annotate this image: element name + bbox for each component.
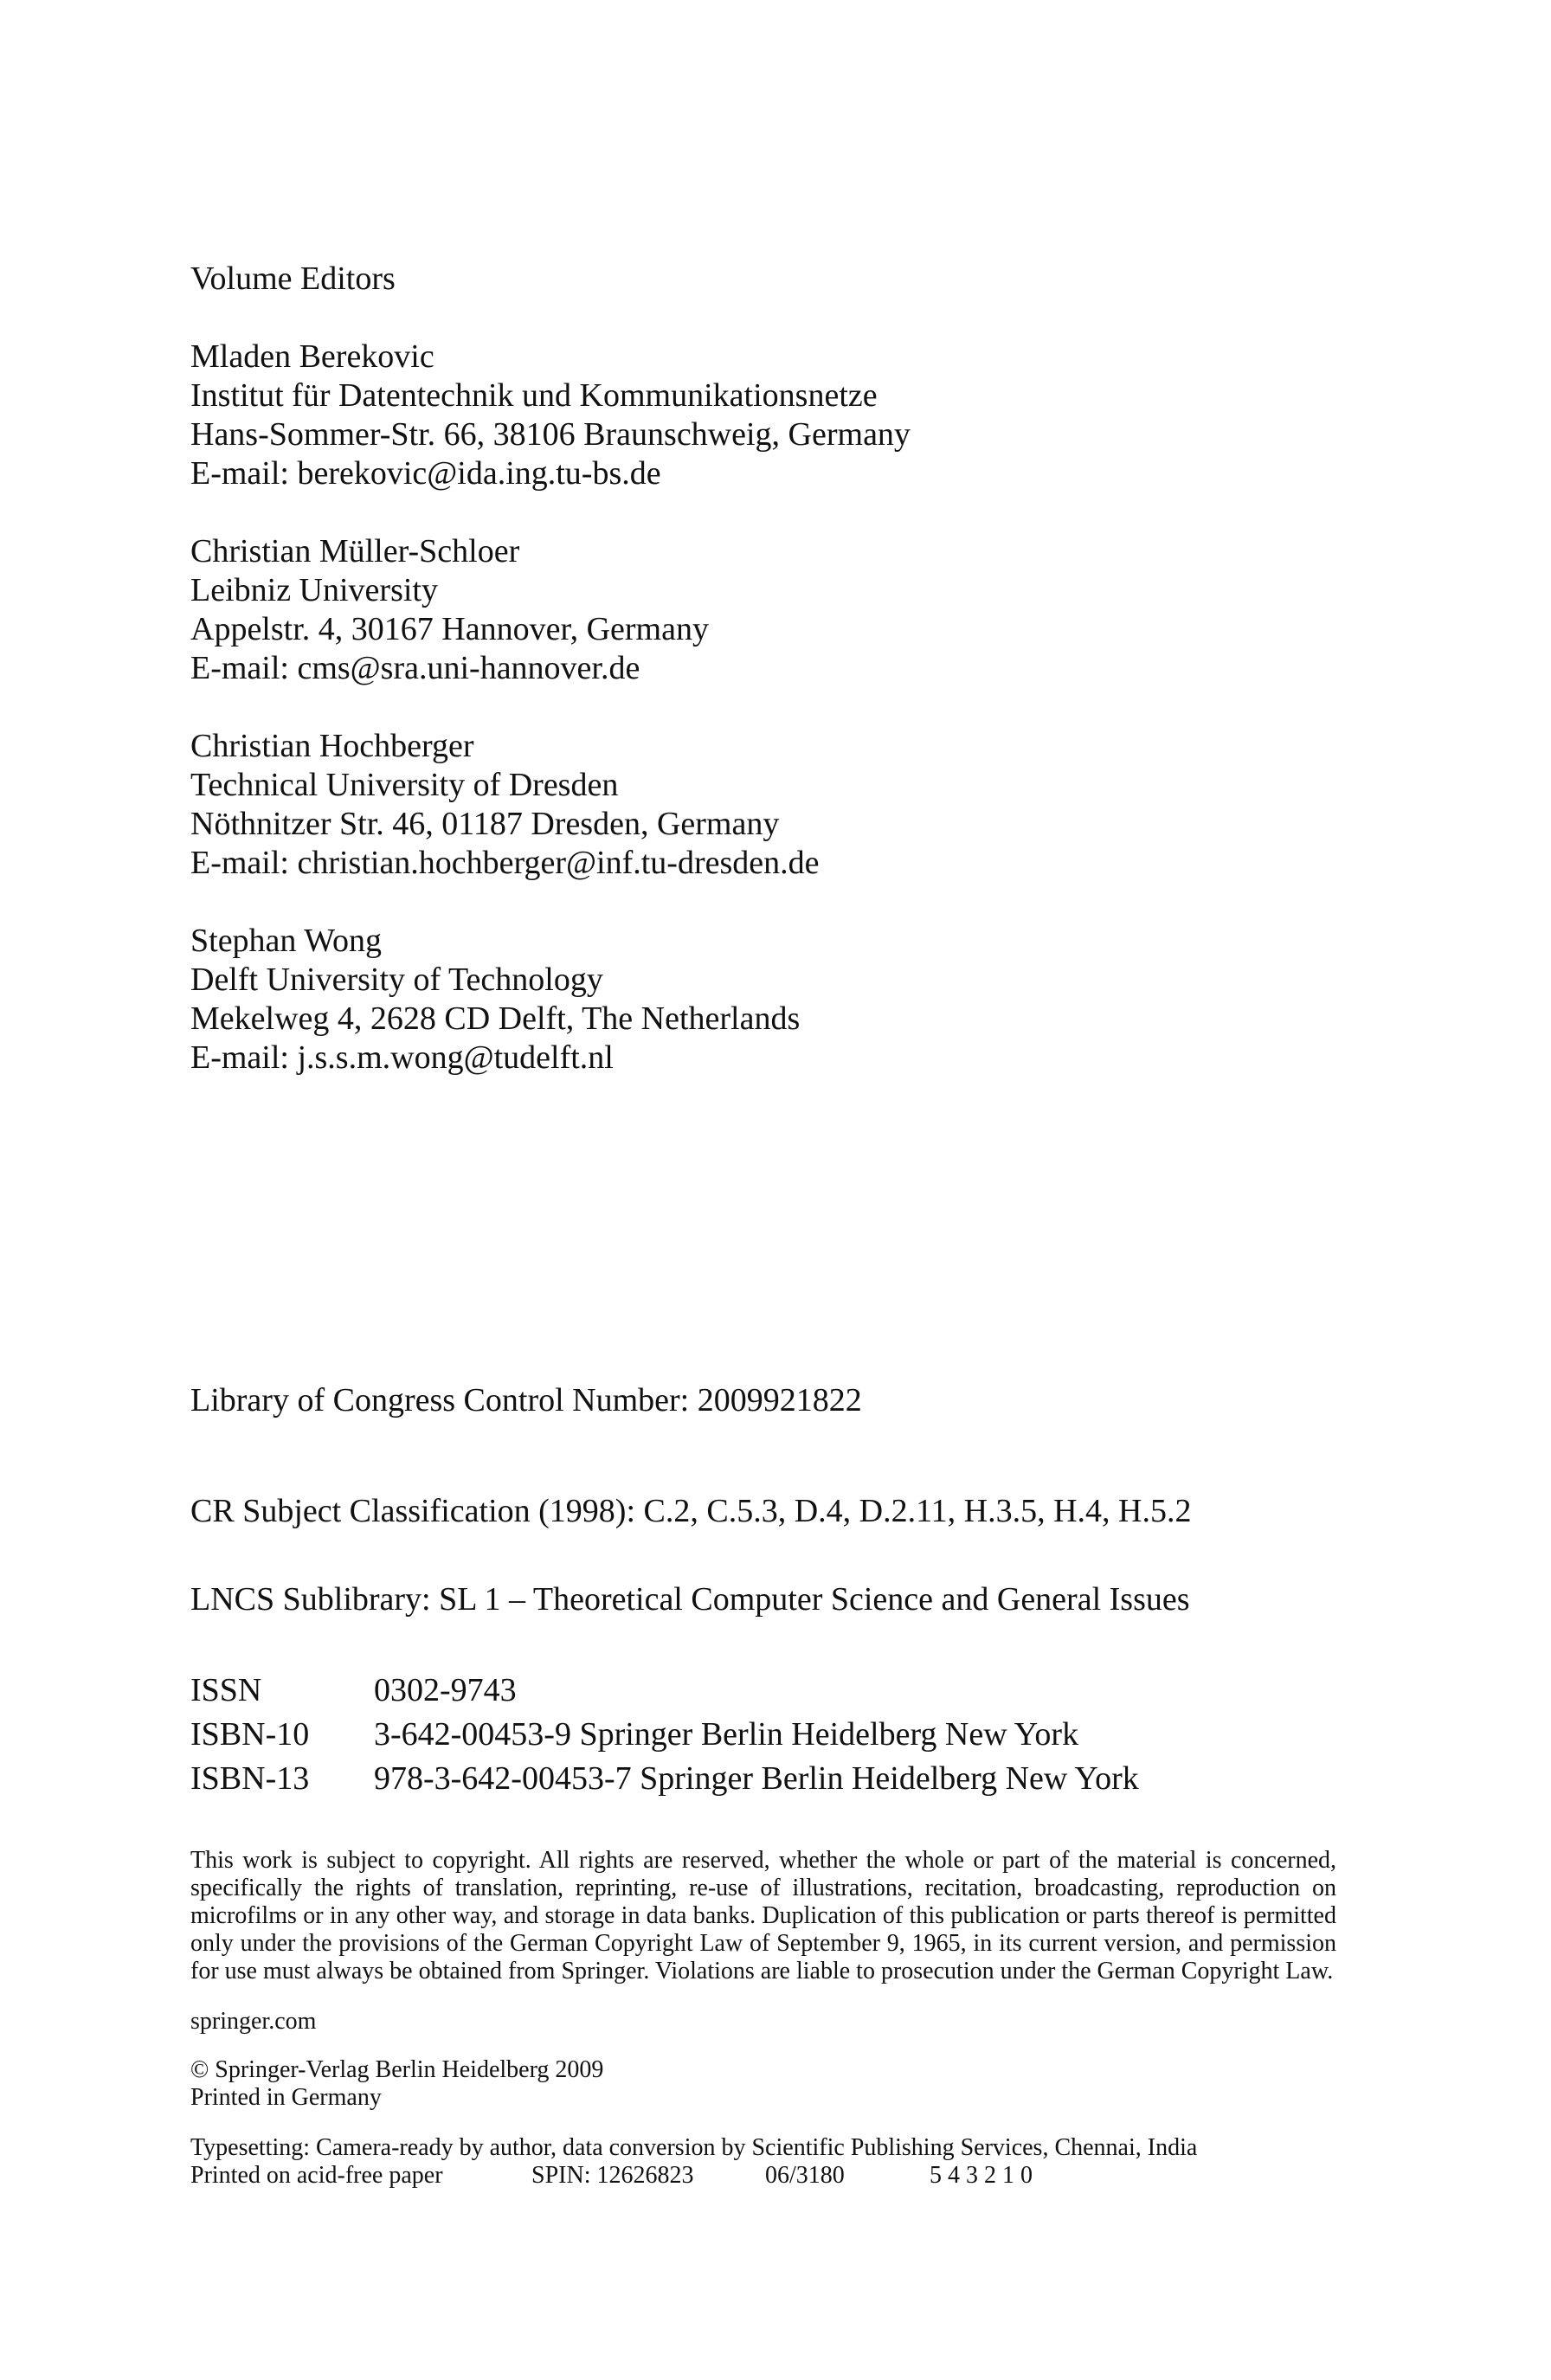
typesetting-line: Typesetting: Camera-ready by author, data conversion by Scientific Publishing Services, Chennai, India	[190, 2134, 1198, 2161]
editor-affiliation: Leibniz University	[190, 572, 438, 608]
copyright-notice-block	[190, 1847, 1336, 1985]
editor-address: Appelstr. 4, 30167 Hannover, Germany	[190, 611, 709, 647]
copyright-notice: This work is subject to copyright. All rights are reserved, whether the whole or part of the material is concerned, specifically the rights of translation, reprinting, re-use of illustrations, recitation, broadcasting, reproduction on microfilms or in any other way, and storage in data banks. Duplication of this publication or parts thereof is permitted only under the provisions of the German Copyright Law of September 9, 1965, in its current version, and permission for use must always be obtained from Springer. Violations are liable to prosecution under the German Copyright Law.	[190, 1847, 1336, 1984]
editor-affiliation: Delft University of Technology	[190, 962, 603, 998]
production-info	[190, 2134, 1197, 2190]
volume-editors-heading: Volume Editors	[190, 261, 396, 297]
identifier-table	[190, 1669, 1139, 1801]
editor-email: E-mail: cms@sra.uni-hannover.de	[190, 650, 640, 686]
editor-affiliation: Technical University of Dresden	[190, 767, 619, 803]
editor-block	[190, 727, 1350, 883]
editor-name: Mladen Berekovic	[190, 338, 434, 375]
editor-affiliation: Institut für Datentechnik und Kommunikationsnetze	[190, 377, 878, 414]
editor-name: Christian Hochberger	[190, 728, 474, 764]
editor-address: Nöthnitzer Str. 46, 01187 Dresden, Germany	[190, 806, 780, 842]
volume-editors-section	[190, 260, 1350, 1116]
printing-meta-row	[190, 2162, 1197, 2190]
printed-in-line: Printed in Germany	[190, 2084, 382, 2111]
cr-subject-classification: CR Subject Classification (1998): C.2, C.5.3, D.4, D.2.11, H.3.5, H.4, H.5.2	[190, 1493, 1192, 1529]
identifier-row	[190, 1669, 1139, 1713]
print-code: 06/3180	[765, 2162, 845, 2189]
identifier-label: ISSN	[190, 1672, 262, 1708]
editor-email: E-mail: christian.hochberger@inf.tu-dresden.de	[190, 845, 820, 881]
editor-name: Stephan Wong	[190, 923, 383, 959]
lncs-sublibrary: LNCS Sublibrary: SL 1 – Theoretical Computer Science and General Issues	[190, 1581, 1190, 1618]
editor-address: Mekelweg 4, 2628 CD Delft, The Netherlands	[190, 1000, 801, 1037]
identifier-label: ISBN-13	[190, 1760, 310, 1797]
identifier-label: ISBN-10	[190, 1716, 310, 1753]
print-run: 5 4 3 2 1 0	[930, 2162, 1033, 2189]
editor-email: E-mail: j.s.s.m.wong@tudelft.nl	[190, 1039, 614, 1076]
editor-block	[190, 922, 1350, 1077]
spin-number: SPIN: 12626823	[531, 2162, 694, 2189]
identifier-row	[190, 1757, 1139, 1801]
identifier-row	[190, 1713, 1139, 1757]
paper-info: Printed on acid-free paper	[190, 2162, 443, 2189]
editor-email: E-mail: berekovic@ida.ing.tu-bs.de	[190, 455, 661, 492]
editor-block	[190, 338, 1350, 493]
website-link: springer.com	[190, 2008, 317, 2035]
identifier-value: 978-3-642-00453-7 Springer Berlin Heidelberg New York	[374, 1760, 1139, 1797]
lccn-line: Library of Congress Control Number: 2009921822	[190, 1382, 862, 1418]
identifier-value: 3-642-00453-9 Springer Berlin Heidelberg New York	[374, 1716, 1079, 1753]
editor-name: Christian Müller-Schloer	[190, 533, 520, 569]
editor-address: Hans-Sommer-Str. 66, 38106 Braunschweig, Germany	[190, 416, 911, 453]
editor-block	[190, 532, 1350, 688]
copyright-line: © Springer-Verlag Berlin Heidelberg 2009	[190, 2056, 604, 2083]
copyright-statement	[190, 2056, 603, 2112]
identifier-value: 0302-9743	[374, 1672, 517, 1708]
